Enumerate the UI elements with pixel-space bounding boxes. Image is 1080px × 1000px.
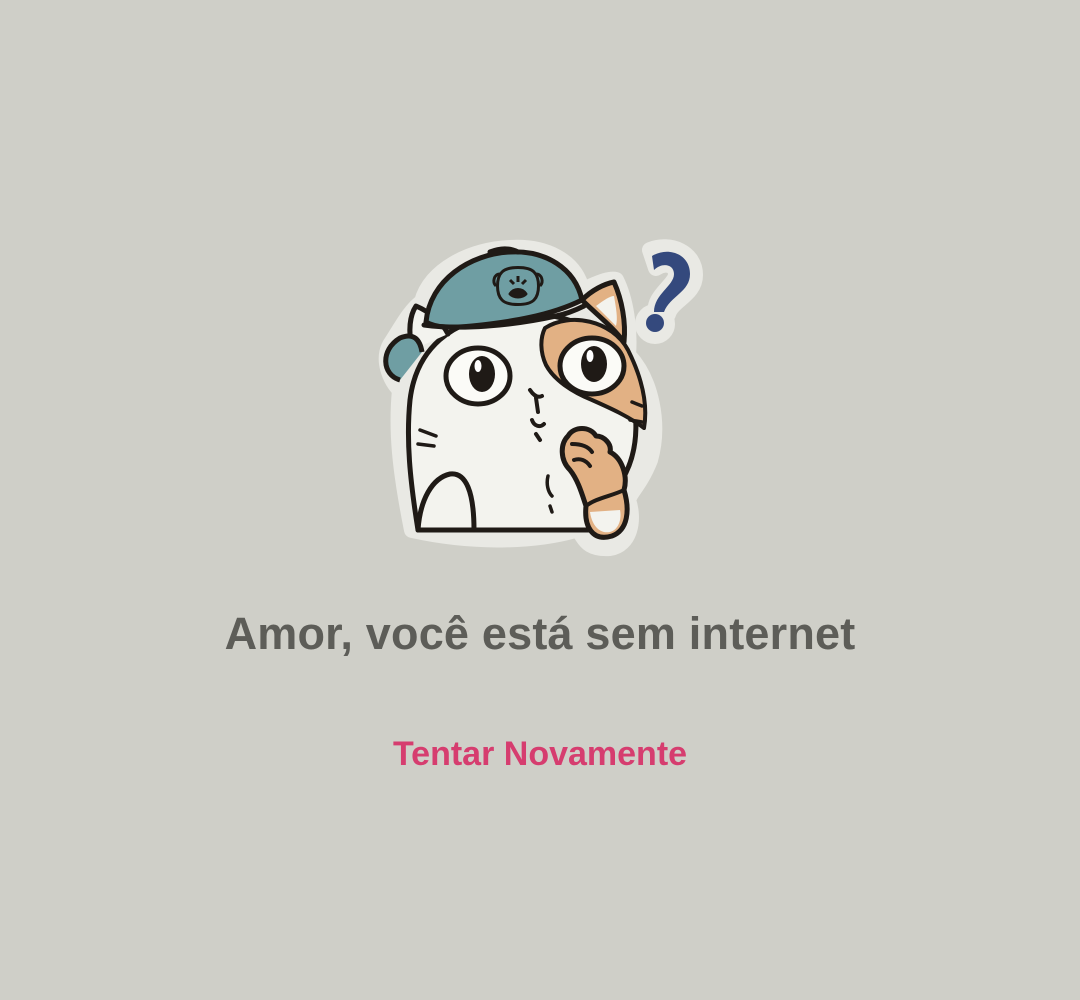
no-internet-message: Amor, você está sem internet — [224, 608, 856, 659]
retry-button[interactable]: Tentar Novamente — [360, 726, 720, 782]
confused-cat-with-cap-icon — [360, 230, 720, 560]
